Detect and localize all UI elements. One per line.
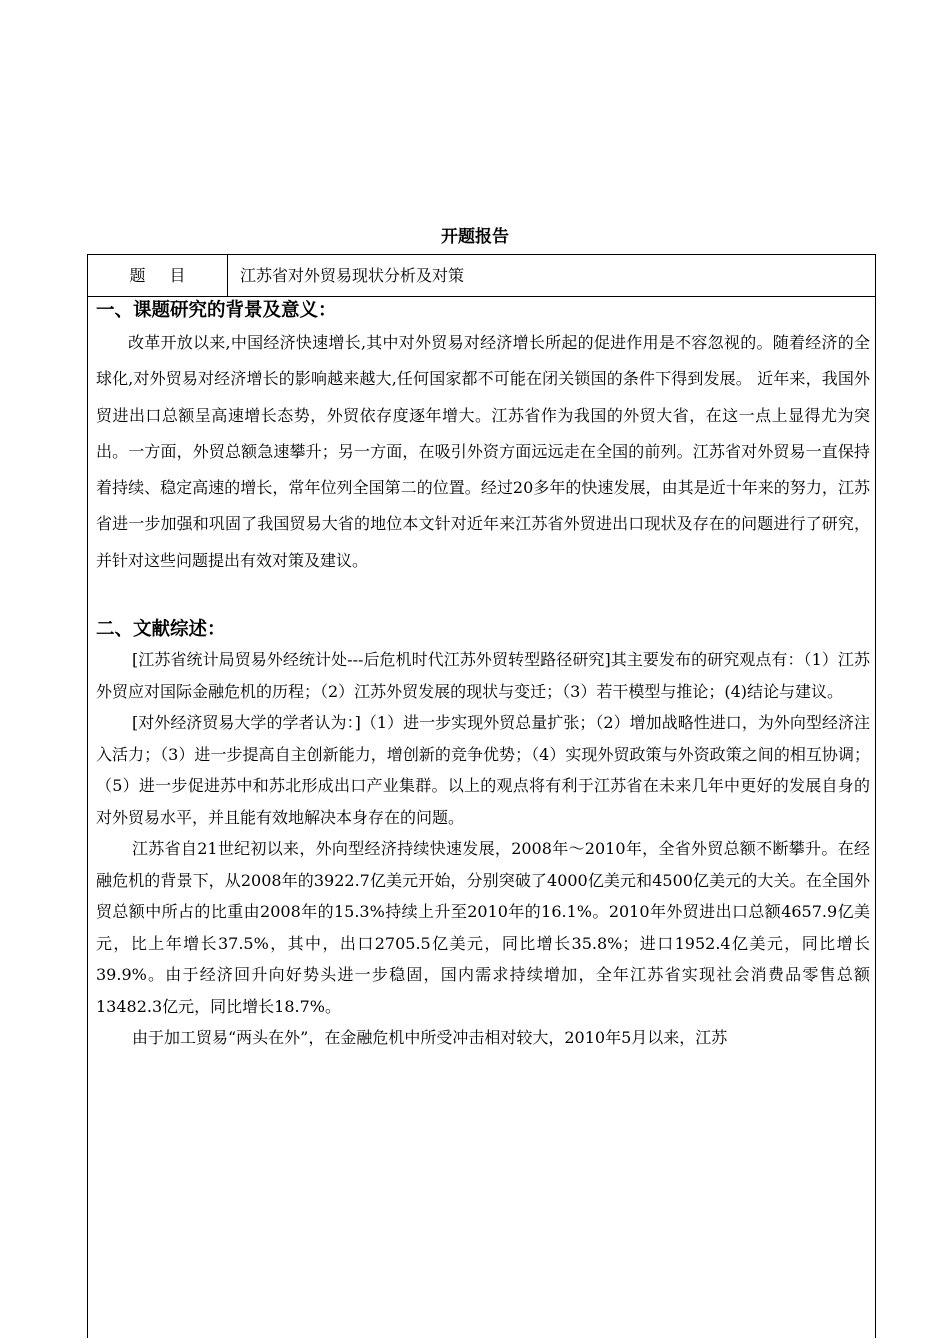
literature-paragraph: [对外经济贸易大学的学者认为：]（1）进一步实现外贸总量扩张；（2）增加战略性进口，为外向型经济注入活力；（3）进一步提高自主创新能力，增创新的竞争优势；（4）实现外贸政策与外资政策之间的相互协调；（5）进一步促进苏中和苏北形成出口产业集群。以上的观点将有利于江苏省在未来几年中更好的发展自身的对外贸易水平，并且能有效地解决本身存在的问题。: [96, 713, 870, 827]
document-title: 开题报告: [441, 227, 509, 247]
literature-paragraph: [江苏省统计局贸易外经统计处---后危机时代江苏外贸转型路径研究]其主要发布的研究观点有：（1）江苏外贸应对国际金融危机的历程；（2）江苏外贸发展的现状与变迁；（3）若干模型与推论；(4)结论与建议。: [96, 650, 870, 701]
literature-paragraph: 由于加工贸易“两头在外”，在金融危机中所受冲击相对较大，2010年5月以来，江苏: [132, 1028, 728, 1048]
proposal-content: [96, 297, 870, 1054]
section-spacer: [96, 579, 870, 616]
topic-row: [88, 255, 875, 297]
background-paragraph: 改革开放以来,中国经济快速增长,其中对外贸易对经济增长所起的促进作用是不容忽视的。随着经济的全球化,对外贸易对经济增长的影响越来越大,任何国家都不可能在闭关锁国的条件下得到发展。 近年来，我国外贸进出口总额呈高速增长态势，外贸依存度逐年增大。江苏省作为我国的外贸大省，在这一点上显得尤为突出。一方面，外贸总额急速攀升；另一方面，在吸引外资方面远远走在全国的前列。江苏省对外贸易一直保持着持续、稳定高速的增长，常年位列全国第二的位置。经过20多年的快速发展，由其是近十年来的努力，江苏省进一步加强和巩固了我国贸易大省的地位本文针对近年来江苏省外贸进出口现状及存在的问题进行了研究，并针对这些问题提出有效对策及建议。: [96, 333, 870, 570]
section-heading-background: 一、课题研究的背景及意义：: [96, 300, 337, 321]
topic-label: 题目: [88, 255, 228, 296]
topic-value: 江苏省对外贸易现状分析及对策: [240, 266, 465, 285]
literature-paragraph: 江苏省自21世纪初以来，外向型经济持续快速发展，2008年～2010年，全省外贸总额不断攀升。在经融危机的背景下，从2008年的3922.7亿美元开始，分别突破了4000亿美元和4500亿美元的大关。在全国外贸总额中所占的比重由2008年的15.3%持续上升至2010年的16.1%。2010年外贸进出口总额4657.9亿美元，比上年增长37.5%，其中，出口2705.5亿美元，同比增长35.8%；进口1952.4亿美元，同比增长39.9%。由于经济回升向好势头进一步稳固，国内需求持续增加，全年江苏省实现社会消费品零售总额13482.3亿元，同比增长18.7%。: [96, 839, 870, 1016]
section-heading-literature-review: 二、文献综述：: [96, 619, 226, 641]
